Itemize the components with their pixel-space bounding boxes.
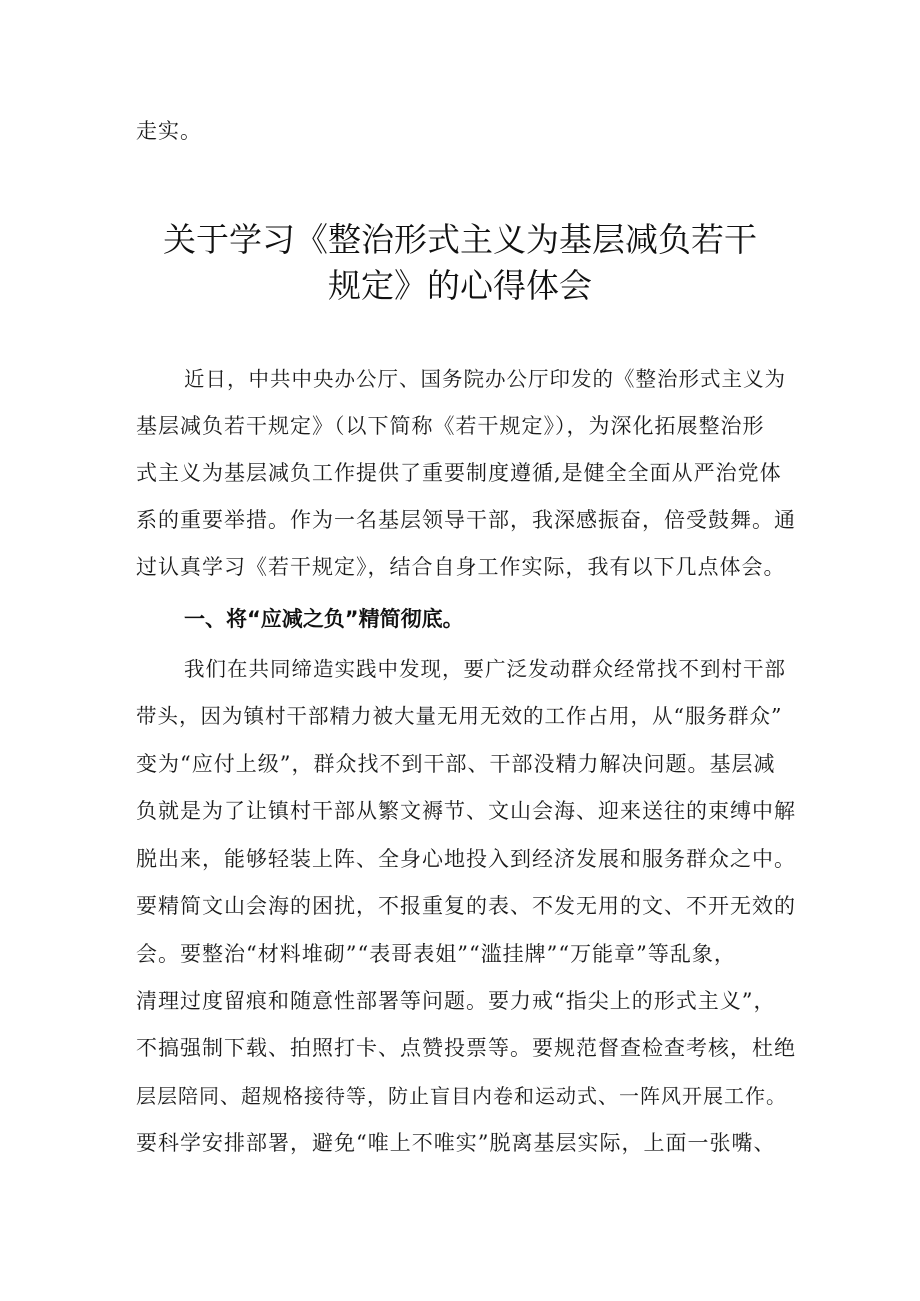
document-title-line-2: 规定》的心得体会 — [328, 266, 592, 305]
document-title-line-1: 关于学习《整治形式主义为基层减负若干 — [163, 220, 757, 259]
paragraph-line: 脱出来，能够轻装上阵、全身心地投入到经济发展和服务群众之中。 — [136, 847, 796, 871]
paragraph-line: 系的重要举措。作为一名基层领导干部，我深感振奋，倍受鼓舞。通 — [136, 508, 796, 532]
paragraph-line: 式主义为基层减负工作提供了重要制度遵循,是健全全面从严治党体 — [136, 461, 782, 485]
section-heading: 一、将“应减之负”精简彻底。 — [184, 607, 464, 631]
paragraph-line: 不搞强制下载、拍照打卡、点赞投票等。要规范督查检查考核，杜绝 — [136, 1036, 796, 1060]
paragraph-line: 我们在共同缔造实践中发现，要广泛发动群众经常找不到村干部 — [184, 657, 786, 681]
paragraph-line: 带头，因为镇村干部精力被大量无用无效的工作占用，从“服务群众” — [136, 704, 783, 728]
paragraph-line: 变为“应付上级”，群众找不到干部、干部没精力解决问题。基层减 — [136, 752, 776, 776]
paragraph-line: 近日，中共中央办公厅、国务院办公厅印发的《整治形式主义为 — [184, 367, 786, 391]
paragraph-line: 要精简文山会海的困扰，不报重复的表、不发无用的文、不开无效的 — [136, 894, 796, 918]
paragraph-line: 负就是为了让镇村干部从繁文褥节、文山会海、迎来送往的束缚中解 — [136, 799, 796, 823]
paragraph-line: 层层陪同、超规格接待等，防止盲目内卷和运动式、一阵风开展工作。 — [136, 1084, 787, 1108]
paragraph-line: 基层减负若干规定》（以下简称《若干规定》），为深化拓展整治形 — [136, 414, 765, 438]
paragraph-line: 过认真学习《若干规定》，结合自身工作实际，我有以下几点体会。 — [136, 555, 786, 579]
paragraph-line: 会。要整治“材料堆砌”“表哥表姐”“滥挂牌”“万能章”等乱象， — [136, 942, 736, 966]
paragraph-line: 清理过度留痕和随意性部署等问题。要力戒“指尖上的形式主义”， — [136, 989, 776, 1013]
paragraph-line: 要科学安排部署，避免“唯上不唯实”脱离基层实际，上面一张嘴、 — [136, 1131, 776, 1155]
carryover-text: 走实。 — [136, 119, 202, 143]
